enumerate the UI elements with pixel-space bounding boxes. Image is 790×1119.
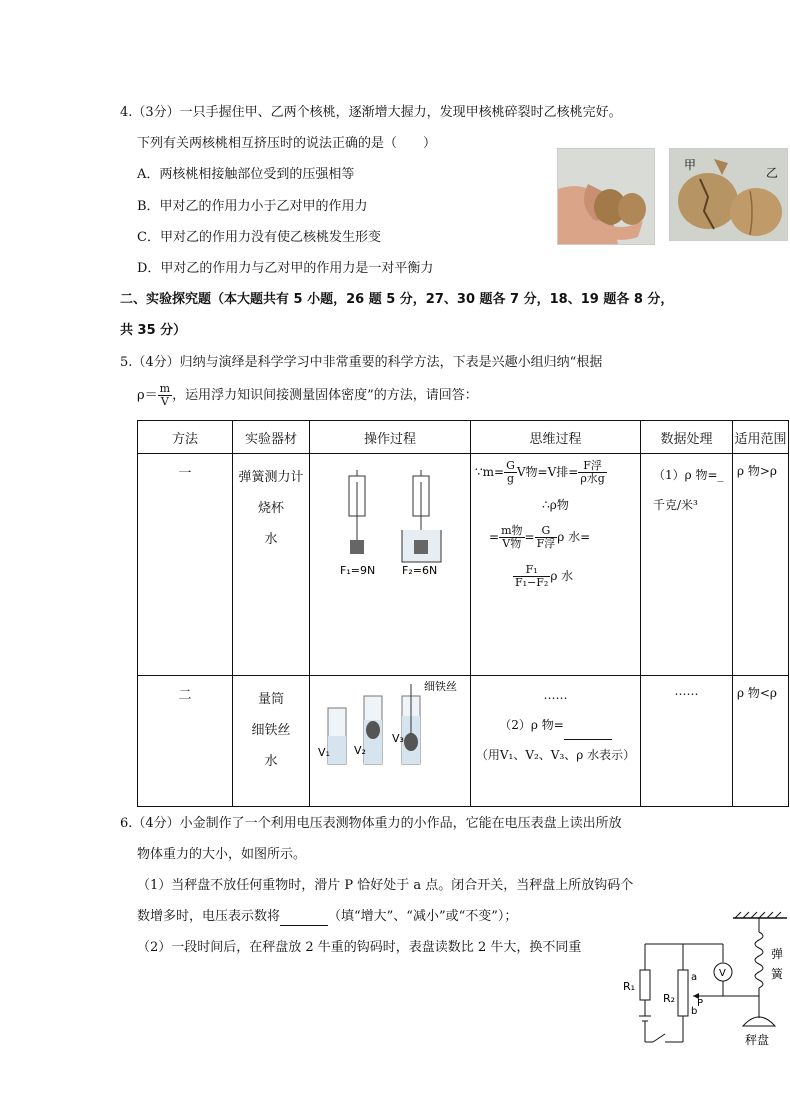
row1-data-2: 千克/米³: [653, 498, 698, 512]
spring-scale-diagram: [310, 454, 470, 584]
q5-formula-prefix: ρ＝: [137, 388, 158, 403]
row2-answer-blank[interactable]: [564, 725, 612, 740]
row1-therefore: ∴ρ物: [542, 498, 569, 512]
row2-equipment: [233, 676, 310, 807]
header-equipment: 实验器材: [233, 421, 310, 454]
q6-part1b-text: 数增多时，电压表示数将: [137, 909, 281, 924]
row2-equip-3: 水: [264, 754, 278, 769]
row1-thinking: [471, 454, 641, 676]
row2-range: [733, 676, 789, 807]
q5-formula-den: V: [160, 395, 169, 408]
g-over-f: [535, 525, 558, 550]
think-since: ∵m=: [475, 465, 505, 479]
q5-formula-line: [137, 383, 478, 408]
spring-label-2: 簧: [771, 967, 784, 981]
header-data: 数据处理: [641, 421, 733, 454]
table-row: [138, 454, 789, 676]
row2-operation: [310, 676, 471, 807]
section2-heading: 二、实验探究题（本大题共有 5 小题，26 题 5 分，27、30 题各 7 分，18、19 题各 8 分，: [120, 292, 674, 307]
row2-method: [138, 676, 233, 807]
b-label: b: [691, 1006, 698, 1017]
m-den: V物: [502, 537, 522, 550]
row1-equip-1: 弹簧测力计: [238, 470, 304, 485]
row2-think-2: [471, 710, 640, 740]
q6-stem2: 物体重力的大小，如图所示。: [137, 847, 307, 862]
think-eq2: =: [524, 530, 535, 544]
section2-heading-cont: 共 35 分）: [120, 323, 187, 338]
row1-equipment: [233, 454, 310, 676]
g-num: G: [506, 459, 515, 472]
f1-label: F₁=9N: [340, 564, 376, 577]
row2-equip-2: 细铁丝: [251, 723, 291, 738]
q4-option-d: D．甲对乙的作用力与乙对甲的作用力是一对平衡力: [137, 261, 434, 276]
think-rho-w: ρ 水=: [557, 530, 591, 544]
f2-label: F₂=6N: [402, 564, 438, 577]
row1-equip-3: 水: [264, 532, 278, 547]
q6-part1b: [137, 908, 517, 926]
spring-label-1: 弹: [771, 947, 784, 961]
row2-equip-1: 量筒: [257, 692, 284, 707]
row2-data: [641, 676, 733, 807]
q4-option-b: B．甲对乙的作用力小于乙对甲的作用力: [137, 199, 368, 214]
v2-label: V₂: [354, 744, 366, 757]
experiment-table: [137, 420, 789, 807]
walnut-jia-label: 甲: [684, 158, 697, 172]
header-operation: 操作过程: [310, 421, 471, 454]
fbuoy-over: [578, 460, 607, 485]
row2-answer-prefix: （2）ρ 物=: [499, 718, 564, 732]
final-suffix: ρ 水: [550, 569, 574, 583]
row2-think-3: （用V₁、V₂、V₃、ρ 水表示）: [475, 748, 636, 762]
q5-formula-fraction: [158, 383, 172, 408]
r2-label: R₂: [663, 992, 676, 1005]
header-range: 适用范围: [733, 421, 789, 454]
row1-data-1: （1）ρ 物=_: [653, 468, 724, 482]
q5-formula-num: m: [159, 382, 171, 395]
q5-formula-suffix: ，运用浮力知识间接测量固体密度”的方法，请回答：: [172, 388, 478, 403]
voltmeter-label: V: [719, 968, 726, 979]
row2-data-text: ……: [674, 684, 699, 698]
row1-equip-2: 烧杯: [257, 501, 284, 516]
row1-data: [641, 454, 733, 676]
measuring-cylinder-diagram: [310, 676, 470, 802]
row2-method-text: 二: [178, 688, 192, 703]
row1-method-text: 一: [178, 466, 192, 481]
final-num: F₁: [513, 564, 550, 577]
v1-label: V₁: [318, 746, 330, 759]
p-label: P: [697, 998, 704, 1009]
g-den: g: [506, 472, 514, 485]
table-header-row: [138, 421, 789, 454]
pan-label: 秤盘: [745, 1033, 770, 1047]
q4-question: 下列有关两核桃相互挤压时的说法正确的是（ ）: [137, 136, 437, 151]
f1-fraction: [513, 564, 550, 589]
g-over-g: [504, 460, 517, 485]
r1-label: R₁: [623, 980, 636, 993]
row1-think-line4: [475, 564, 636, 589]
row2-range-text: ρ 物<ρ: [737, 686, 777, 700]
gg-num: G: [535, 525, 558, 538]
q6-stem: 6.（4分）小金制作了一个利用电压表测物体重力的小作品，它能在电压表盘上读出所放: [120, 816, 622, 831]
f-den: ρ水g: [580, 472, 605, 485]
circuit-diagram: [615, 910, 790, 1055]
q6-answer-blank[interactable]: [280, 911, 328, 926]
q4-option-c: C．甲对乙的作用力没有使乙核桃发生形变: [137, 230, 381, 245]
gg-den: F浮: [536, 537, 556, 550]
row2-thinking: [471, 676, 641, 807]
q4-option-a: A．两核桃相接触部位受到的压强相等: [137, 167, 355, 182]
row1-range: [733, 454, 789, 676]
hand-walnut-photo: [557, 148, 655, 245]
table-row: [138, 676, 789, 807]
final-den: F₁−F₂: [515, 576, 549, 589]
row1-operation: [310, 454, 471, 676]
walnut-yi-label: 乙: [766, 166, 779, 180]
row1-method: [138, 454, 233, 676]
v3-label: V₃: [392, 732, 404, 745]
q6-part1c-text: （填“增大”、“减小”或“不变”）；: [328, 909, 518, 924]
q4-stem: 4.（3分）一只手握住甲、乙两个核桃，逐渐增大握力，发现甲核桃碎裂时乙核桃完好。: [120, 105, 622, 120]
m-num: m物: [501, 524, 523, 537]
q5-stem: 5.（4分）归纳与演绎是科学学习中非常重要的科学方法，下表是兴趣小组归纳“根据: [120, 355, 603, 370]
f-num: F浮: [578, 460, 607, 473]
wire-label: 细铁丝: [424, 680, 457, 693]
row1-think-line1: [475, 460, 636, 485]
row1-range-text: ρ 物>ρ: [737, 464, 777, 478]
cracked-walnuts-photo: [669, 148, 788, 241]
row1-think-line3: [475, 525, 636, 550]
m-over-v: [499, 525, 524, 550]
think-v: V物=V排=: [516, 465, 579, 479]
row2-think-1: ……: [543, 688, 568, 702]
q6-part1a: （1）当秤盘不放任何重物时，滑片 P 恰好处于 a 点。闭合开关，当秤盘上所放钩码个: [137, 878, 634, 893]
think-eq1: =: [489, 530, 500, 544]
header-thinking: 思维过程: [471, 421, 641, 454]
a-label: a: [691, 972, 698, 983]
header-method: 方法: [138, 421, 233, 454]
q6-part2: （2）一段时间后，在秤盘放 2 牛重的钩码时，表盘读数比 2 牛大，换不同重: [137, 940, 582, 955]
